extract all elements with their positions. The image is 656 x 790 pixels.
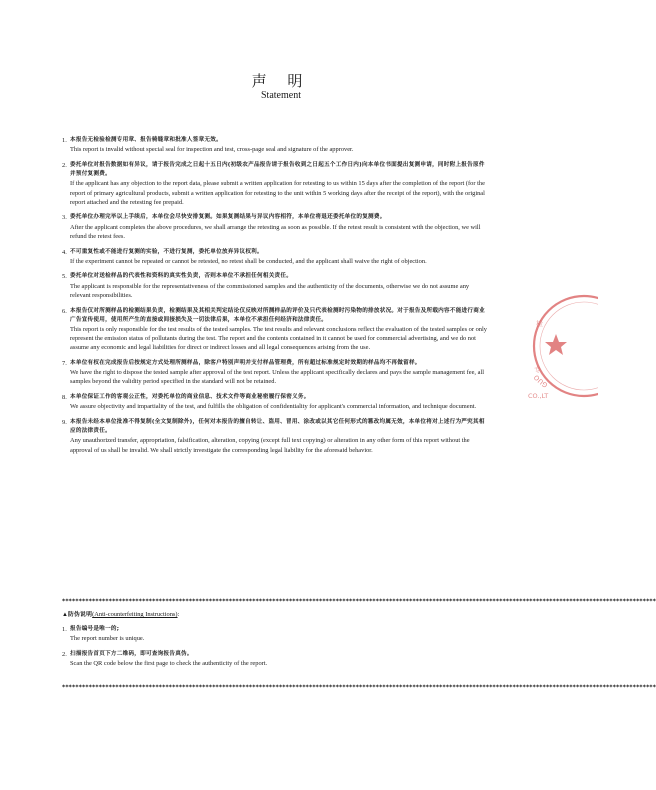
statement-item xyxy=(62,307,490,353)
svg-text:专: 专 xyxy=(534,366,541,374)
title-english: Statement xyxy=(261,90,301,101)
item-text-english: This report is invalid without special seal for inspection and test, cross-page seal and signature of the approver. xyxy=(70,146,354,154)
item-text-chinese: 扫描报告首页下方二维码，即可查询报告真伪。 xyxy=(70,651,193,658)
anti-counterfeiting-title xyxy=(62,610,490,620)
item-text-english: If the experiment cannot be repeated or cannot be retested, no retest shall be conducted, and the applicant shall waive the right of objection. xyxy=(70,257,427,265)
star-divider-top: ********************************************************************************************************************************************************************************** xyxy=(62,598,656,605)
statement-item xyxy=(62,418,490,455)
item-text-chinese: 本单位保证工作的客观公正性，对委托单位的商业信息、技术文件等商业秘密履行保密义务。 xyxy=(70,394,310,401)
item-text-english: We have the right to dispose the tested sample after approval of the test report. Unless the applicant specifically declares and pays the sample management fee, all samples beyond the validity period specified in the standard will not be retained. xyxy=(70,369,485,386)
anti-item xyxy=(62,625,490,643)
item-text-chinese: 不可重复性或不能进行复测的实验，不进行复测，委托单位放弃异议权利。 xyxy=(70,248,263,255)
statement-item xyxy=(62,161,490,207)
svg-text:检: 检 xyxy=(536,320,543,328)
item-number: 2. xyxy=(62,161,67,169)
item-number: 4. xyxy=(62,248,67,256)
item-text-english: The applicant is responsible for the representativeness of the commissioned samples and the authenticity of the documents, otherwise we do not assume any relevant responsibilities. xyxy=(70,282,470,299)
item-text-english: Scan the QR code below the first page to check the authenticity of the report. xyxy=(70,660,268,668)
item-number: 3. xyxy=(62,214,67,222)
statement-item xyxy=(62,393,490,411)
svg-text:GUO xyxy=(532,373,549,389)
title-chinese: 声 明 xyxy=(251,72,311,90)
item-text-english: This report is only responsible for the test results of the tested samples. The test results and relevant conclusions reflect the evaluation of the tested samples or only represent the emission status of pollutants during the test. The report and the contents contained in it cannot be used for commercial advertising, and we do not assume any economic and legal liabilities for direct or indirect losses and all legal consequences arising from the use. xyxy=(70,325,487,352)
item-number: 1. xyxy=(62,137,67,144)
item-text-english: If the applicant has any objection to the report data, please submit a written application for retesting to us within 15 days after the completion of the report (for the report of primary agricultural products, submit a written application for retesting to the unit within 5 working days after the receipt of the report), with the original report attached and the retesting fee prepaid. xyxy=(70,180,485,206)
item-number: 6. xyxy=(62,307,67,315)
item-text-chinese: 报告编号是唯一的; xyxy=(70,626,120,633)
statement-item xyxy=(62,136,490,154)
star-divider-bottom: ********************************************************************************************************************************************************************************** xyxy=(62,684,656,691)
item-text-english: We assure objectivity and impartiality of the test, and fulfills the obligation of confidentiality for applicant's commercial information, and technique document. xyxy=(70,403,477,411)
item-number: 1. xyxy=(62,626,67,634)
statement-item xyxy=(62,213,490,241)
statement-list xyxy=(62,136,490,461)
anti-counterfeiting-section xyxy=(62,610,490,675)
item-text-chinese: 委托单位办理完毕以上手续后，本单位会尽快安排复测。如果复测结果与异议内容相符，本单位将退还委托单位的复测费。 xyxy=(70,214,386,221)
item-text-english: Any unauthorized transfer, appropriation, falsification, alteration, copying (except full text copying) or alteration in any other form of this report without the approval of us shall be invalid. We shall strictly investigate the corresponding legal liability for the aforesaid behavior. xyxy=(70,437,470,454)
item-text-chinese: 本报告仅对所测样品的检测结果负责，检测结果及其相关判定结论仅反映对所测样品的评价及只代表检测时污染物的排放状况。对于报告及所载内容不能进行商业广告宣传使用，使用所产生的直接或间接损失及一切法律后果，本单位不承担任何经济和法律责任。 xyxy=(70,307,485,323)
anti-title-chinese: 防伪说明 xyxy=(67,612,93,618)
item-number: 9. xyxy=(62,419,67,427)
item-text-chinese: 本报告无检验检测专用章、报告骑缝章和批准人签章无效。 xyxy=(70,137,222,143)
triangle-icon: ▲ xyxy=(62,612,68,618)
item-number: 5. xyxy=(62,273,67,281)
statement-item xyxy=(62,248,490,266)
statement-item xyxy=(62,359,490,387)
anti-item xyxy=(62,650,490,668)
item-text-chinese: 委托单位对报告数据如有异议，请于报告完成之日起十五日内(初级农产品报告请于报告收到之日起五个工作日内)向本单位书面提出复测申请，同时附上报告原件并预付复测费。 xyxy=(70,161,485,178)
item-text-chinese: 委托单位对送检样品的代表性和资料的真实性负责，否则本单位不承担任何相关责任。 xyxy=(70,273,293,280)
item-text-english: After the applicant completes the above procedures, we shall arrange the retesting as soon as possible. If the retest result is consistent with the objection, we will refund the retest fees. xyxy=(70,223,481,240)
company-seal-stamp xyxy=(526,286,598,416)
seal-text: GUO xyxy=(532,373,550,390)
item-text-chinese: 本报告未经本单位批准不得复制(全文复制除外)，任何对本报告的擅自转让、盗用、冒用、涂改或以其它任何形式的篡改均属无效，本单位将对上述行为严究其相应的法律责任。 xyxy=(70,419,485,435)
statement-item xyxy=(62,272,490,300)
item-number: 7. xyxy=(62,360,67,368)
item-number: 2. xyxy=(62,651,67,659)
item-text-english: The report number is unique. xyxy=(70,635,145,643)
anti-title-colon: : xyxy=(177,611,180,618)
anti-title-english: (Anti-counterfeiting Instructions) xyxy=(92,611,178,618)
item-number: 8. xyxy=(62,394,67,402)
seal-text-bottom: CO.,LT xyxy=(528,392,549,400)
item-text-chinese: 本单位有权在完成报告后按规定方式处理所测样品，除客户特别声明并支付样品管理费，所有超过标准规定时效期的样品均不再做留样。 xyxy=(70,360,421,367)
